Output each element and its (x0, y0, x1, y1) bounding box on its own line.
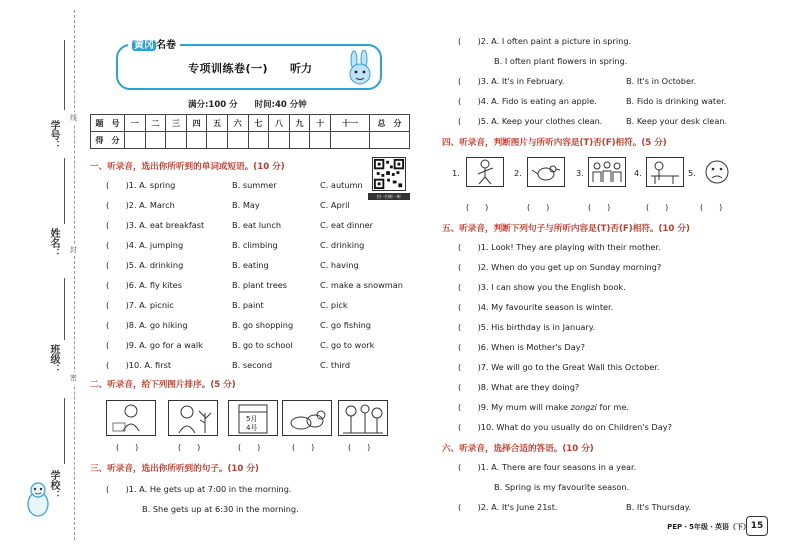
s1-option-a: ( )3. A. eat breakfast (106, 220, 205, 230)
score-cell[interactable] (248, 132, 269, 149)
s1-option-a: ( )8. A. go hiking (106, 320, 188, 330)
s4-num-3: 3. (576, 168, 584, 178)
s5-item: ( )1. Look! They are playing with their mother. (458, 242, 661, 252)
s4-num-5: 5. (688, 168, 696, 178)
picture-person-at-table (646, 157, 684, 187)
s1-option-b: B. go to school (232, 340, 293, 350)
school-field[interactable] (64, 398, 65, 464)
secret-hint: 密 (70, 374, 77, 382)
answer-paren[interactable]: ( ) (238, 443, 261, 452)
picture-group-of-people (588, 157, 626, 187)
s1-option-c: C. go to work (320, 340, 375, 350)
score-cell[interactable] (227, 132, 248, 149)
picture-girl-painting (106, 400, 156, 436)
score-row-label: 得 分 (91, 132, 125, 149)
s1-option-a: ( )1. A. spring (106, 180, 176, 190)
s5-item: ( )7. We will go to the Great Wall this October. (458, 362, 660, 372)
s5-item: ( )2. When do you get up on Sunday morning? (458, 262, 662, 272)
class-label: 班级： (48, 344, 59, 374)
s1-option-c: C. drinking (320, 240, 365, 250)
score-header-cell: 八 (269, 115, 290, 132)
s1-option-b: B. go shopping (232, 320, 294, 330)
score-cell[interactable] (125, 132, 146, 149)
paper-subtitle: 听力 (290, 62, 312, 75)
picture-child-with-plant (168, 400, 218, 436)
score-header-cell: 一 (125, 115, 146, 132)
s1-option-b: B. May (232, 200, 260, 210)
score-cell[interactable] (370, 132, 410, 149)
score-header-cell: 六 (227, 115, 248, 132)
s1-option-c: C. autumn (320, 180, 363, 190)
answer-paren[interactable]: ( ) (348, 443, 371, 452)
time-limit: 时间:40 分钟 (254, 100, 307, 110)
s4-num-1: 1. (452, 168, 460, 178)
picture-calendar (228, 400, 278, 436)
s1-item (106, 240, 406, 252)
full-score: 满分:100 分 (188, 100, 238, 110)
score-cell[interactable] (145, 132, 166, 149)
s1-item (106, 360, 406, 372)
score-header-cell: 十 (310, 115, 331, 132)
brand-name-b: 名卷 (156, 40, 176, 51)
exam-info (188, 98, 321, 110)
score-header-cell: 四 (186, 115, 207, 132)
s5-item: ( )6. When is Mother's Day? (458, 342, 585, 352)
s6-item-2-b: B. It's Thursday. (626, 502, 692, 512)
student-name-label: 姓名： (48, 228, 59, 258)
s1-option-a: ( )5. A. drinking (106, 260, 184, 270)
paper-title: 专项训练卷(一) (188, 62, 269, 75)
s1-option-b: B. eating (232, 260, 269, 270)
s1-option-b: B. second (232, 360, 273, 370)
answer-paren[interactable]: ( ) (116, 443, 139, 452)
student-number-field[interactable] (64, 40, 65, 110)
s1-item (106, 220, 406, 232)
score-header-cell: 二 (145, 115, 166, 132)
score-header-cell: 十一 (330, 115, 369, 132)
s6-item-1-b: B. Spring is my favourite season. (494, 482, 630, 492)
section-3-title: 三、听录音，选出你所听到的句子。(10 分) (90, 464, 259, 474)
s1-item (106, 340, 406, 352)
s1-item (106, 280, 406, 292)
s1-option-c: C. eat dinner (320, 220, 374, 230)
picture-face (700, 157, 734, 187)
seal-hint: 封 (70, 246, 77, 254)
binding-dashed-line (74, 10, 75, 540)
calendar-month: 5月 (246, 415, 258, 423)
answer-paren[interactable]: ( ) (292, 443, 315, 452)
section-5-title: 五、听录音，判断下列句子与所听内容是(T)否(F)相符。(10 分) (442, 224, 690, 234)
calendar-day: 4号 (246, 424, 258, 432)
s1-item (106, 320, 406, 332)
page-number: 15 (746, 516, 768, 536)
s3-item-5-b: B. Keep your desk clean. (626, 116, 728, 126)
class-field[interactable] (64, 278, 65, 340)
s5-item: ( )5. His birthday is in January. (458, 322, 596, 332)
score-header-cell: 五 (207, 115, 228, 132)
answer-paren[interactable]: ( ) (588, 203, 611, 212)
s1-option-c: C. pick (320, 300, 348, 310)
s5-item: ( )9. My mum will make zongzi for me. (458, 402, 629, 412)
answer-paren[interactable]: ( ) (646, 203, 669, 212)
s4-num-4: 4. (634, 168, 642, 178)
s1-option-a: ( )6. A. fly kites (106, 280, 182, 290)
s1-option-a: ( )10. A. first (106, 360, 172, 370)
answer-paren[interactable]: ( ) (700, 203, 723, 212)
footer-text: PEP・5年级・英语（下） (667, 523, 750, 531)
score-cell[interactable] (186, 132, 207, 149)
score-cell[interactable] (269, 132, 290, 149)
s6-item-2-a: ( )2. A. It's June 21st. (458, 502, 558, 512)
s5-item: ( )8. What are they doing? (458, 382, 580, 392)
s1-option-a: ( )9. A. go for a walk (106, 340, 203, 350)
section-2-title: 二、听录音，给下列图片排序。(5 分) (90, 380, 236, 390)
s1-option-a: ( )7. A. picnic (106, 300, 174, 310)
rabbit-mascot-icon (340, 50, 380, 90)
score-header-cell: 九 (289, 115, 310, 132)
s1-item (106, 180, 406, 192)
s6-item-1-a: ( )1. A. There are four seasons in a year. (458, 462, 637, 472)
section-4-title: 四、听录音，判断图片与所听内容是(T)否(F)相符。(5 分) (442, 138, 667, 148)
score-cell[interactable] (207, 132, 228, 149)
s3-item-5-a: ( )5. A. Keep your clothes clean. (458, 116, 603, 126)
score-table-score-row (91, 132, 410, 149)
score-header-cell: 总 分 (370, 115, 410, 132)
school-label: 学校： (48, 470, 59, 500)
section-6-title: 六、听录音，选择合适的答语。(10 分) (442, 444, 594, 454)
seal-line-hint: 线 (70, 114, 77, 122)
s1-option-c: C. make a snowman (320, 280, 403, 290)
s5-item: ( )4. My favourite season is winter. (458, 302, 614, 312)
picture-bird (527, 157, 565, 187)
s1-option-c: C. go fishing (320, 320, 372, 330)
s1-item (106, 260, 406, 272)
answer-paren[interactable]: ( ) (178, 443, 201, 452)
s1-option-b: B. summer (232, 180, 277, 190)
s1-option-b: B. eat lunch (232, 220, 282, 230)
s4-num-2: 2. (514, 168, 522, 178)
score-cell[interactable] (289, 132, 310, 149)
s3-item-3-a: ( )3. A. It's in February. (458, 76, 565, 86)
s3-item-2-b: B. I often plant flowers in spring. (494, 56, 628, 66)
picture-person-running (466, 157, 504, 187)
binding-strip (0, 0, 80, 554)
s3-item-4-b: B. Fido is drinking water. (626, 96, 727, 106)
score-header-cell: 三 (166, 115, 187, 132)
s1-option-c: C. having (320, 260, 359, 270)
s3-item-1-a: ( )1. A. He gets up at 7:00 in the morning. (106, 484, 292, 494)
s5-item: ( )10. What do you usually do on Children's Day? (458, 422, 672, 432)
score-header-cell: 题 号 (91, 115, 125, 132)
brand-name-a: 黄冈 (134, 40, 154, 51)
score-cell[interactable] (166, 132, 187, 149)
answer-paren[interactable]: ( ) (466, 203, 489, 212)
s1-option-a: ( )4. A. jumping (106, 240, 184, 250)
score-table (90, 114, 410, 149)
score-cell[interactable] (330, 132, 369, 149)
score-table-header-row (91, 115, 410, 132)
s1-option-b: B. plant trees (232, 280, 288, 290)
score-header-cell: 七 (248, 115, 269, 132)
s1-option-a: ( )2. A. March (106, 200, 175, 210)
s3-item-2-a: ( )2. A. I often paint a picture in spring. (458, 36, 632, 46)
s1-item (106, 200, 406, 212)
mascot-icon (18, 478, 58, 518)
s1-item (106, 300, 406, 312)
s1-option-b: B. paint (232, 300, 264, 310)
s3-item-3-b: B. It's in October. (626, 76, 697, 86)
s5-item: ( )3. I can show you the English book. (458, 282, 626, 292)
picture-animals (282, 400, 332, 436)
student-number-label: 学号： (48, 120, 59, 150)
s1-option-b: B. climbing (232, 240, 278, 250)
s3-item-4-a: ( )4. A. Fido is eating an apple. (458, 96, 597, 106)
student-name-field[interactable] (64, 158, 65, 224)
score-cell[interactable] (310, 132, 331, 149)
s3-item-1-b: B. She gets up at 6:30 in the morning. (142, 504, 299, 514)
qr-caption: 扫一扫听一听 (368, 193, 410, 200)
answer-paren[interactable]: ( ) (527, 203, 550, 212)
picture-garden (338, 400, 388, 436)
s1-option-c: C. April (320, 200, 350, 210)
s1-option-c: C. third (320, 360, 351, 370)
section-1-title: 一、听录音，选出你所听到的单词或短语。(10 分) (90, 162, 285, 172)
brand-logo (128, 36, 180, 51)
